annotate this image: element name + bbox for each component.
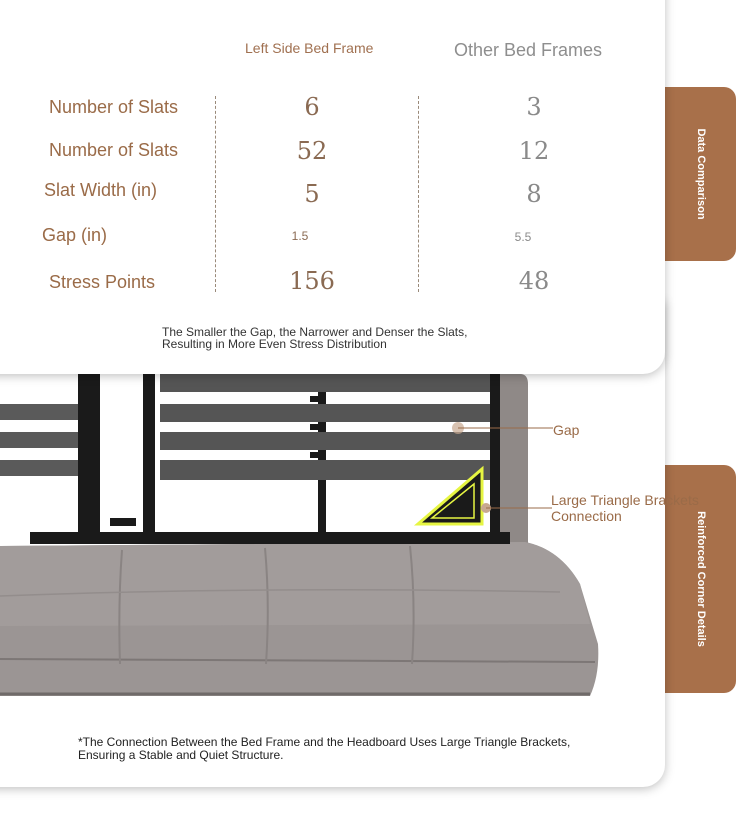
- cell-other-value: 8: [526, 180, 542, 208]
- gap-callout: Gap: [553, 422, 580, 438]
- column-header-other: Other Bed Frames: [454, 40, 603, 60]
- slats-left: [0, 404, 78, 476]
- row-label: Number of Slats: [49, 97, 179, 117]
- tab-data-comparison[interactable]: [665, 87, 736, 261]
- cell-left-value: 5: [304, 180, 320, 208]
- tab-data-comparison-label: Data Comparison: [694, 128, 707, 220]
- cell-left-value: 6: [304, 93, 320, 121]
- frame-rail: [30, 532, 510, 544]
- row-label: Stress Points: [49, 272, 156, 292]
- row-label: Number of Slats: [49, 140, 179, 160]
- cell-left-value: 1.5: [291, 229, 309, 243]
- cell-other-value: 5.5: [514, 230, 532, 244]
- headboard-panel: [500, 374, 528, 544]
- cell-other-value: 48: [518, 267, 550, 295]
- cell-left-value: 52: [296, 137, 328, 165]
- column-divider: [418, 96, 419, 292]
- column-divider: [215, 96, 216, 292]
- tab-reinforced-corner-label: Reinforced Corner Details: [694, 511, 707, 647]
- cell-left-value: 156: [289, 267, 335, 295]
- slat-density-note: The Smaller the Gap, the Narrower and Denser the Slats, Resulting in More Even Stress Distribution: [162, 325, 468, 351]
- bed-frame-illustration: [0, 374, 640, 704]
- bracket-callout-line1: Large Triangle Brackets: [551, 492, 699, 508]
- bracket-callout-line2: Connection: [551, 508, 622, 524]
- row-label: Gap (in): [42, 225, 108, 245]
- cell-other-value: 3: [526, 93, 542, 121]
- cell-other-value: 12: [518, 137, 550, 165]
- frame-leg: [78, 374, 100, 536]
- bracket-note: *The Connection Between the Bed Frame and the Headboard Uses Large Triangle Brackets, Ensuring a Stable and Quiet Structure.: [78, 735, 571, 762]
- column-header-left-side: Left Side Bed Frame: [245, 40, 374, 56]
- bracket-callout: [551, 492, 699, 524]
- row-label: Slat Width (in): [44, 180, 158, 200]
